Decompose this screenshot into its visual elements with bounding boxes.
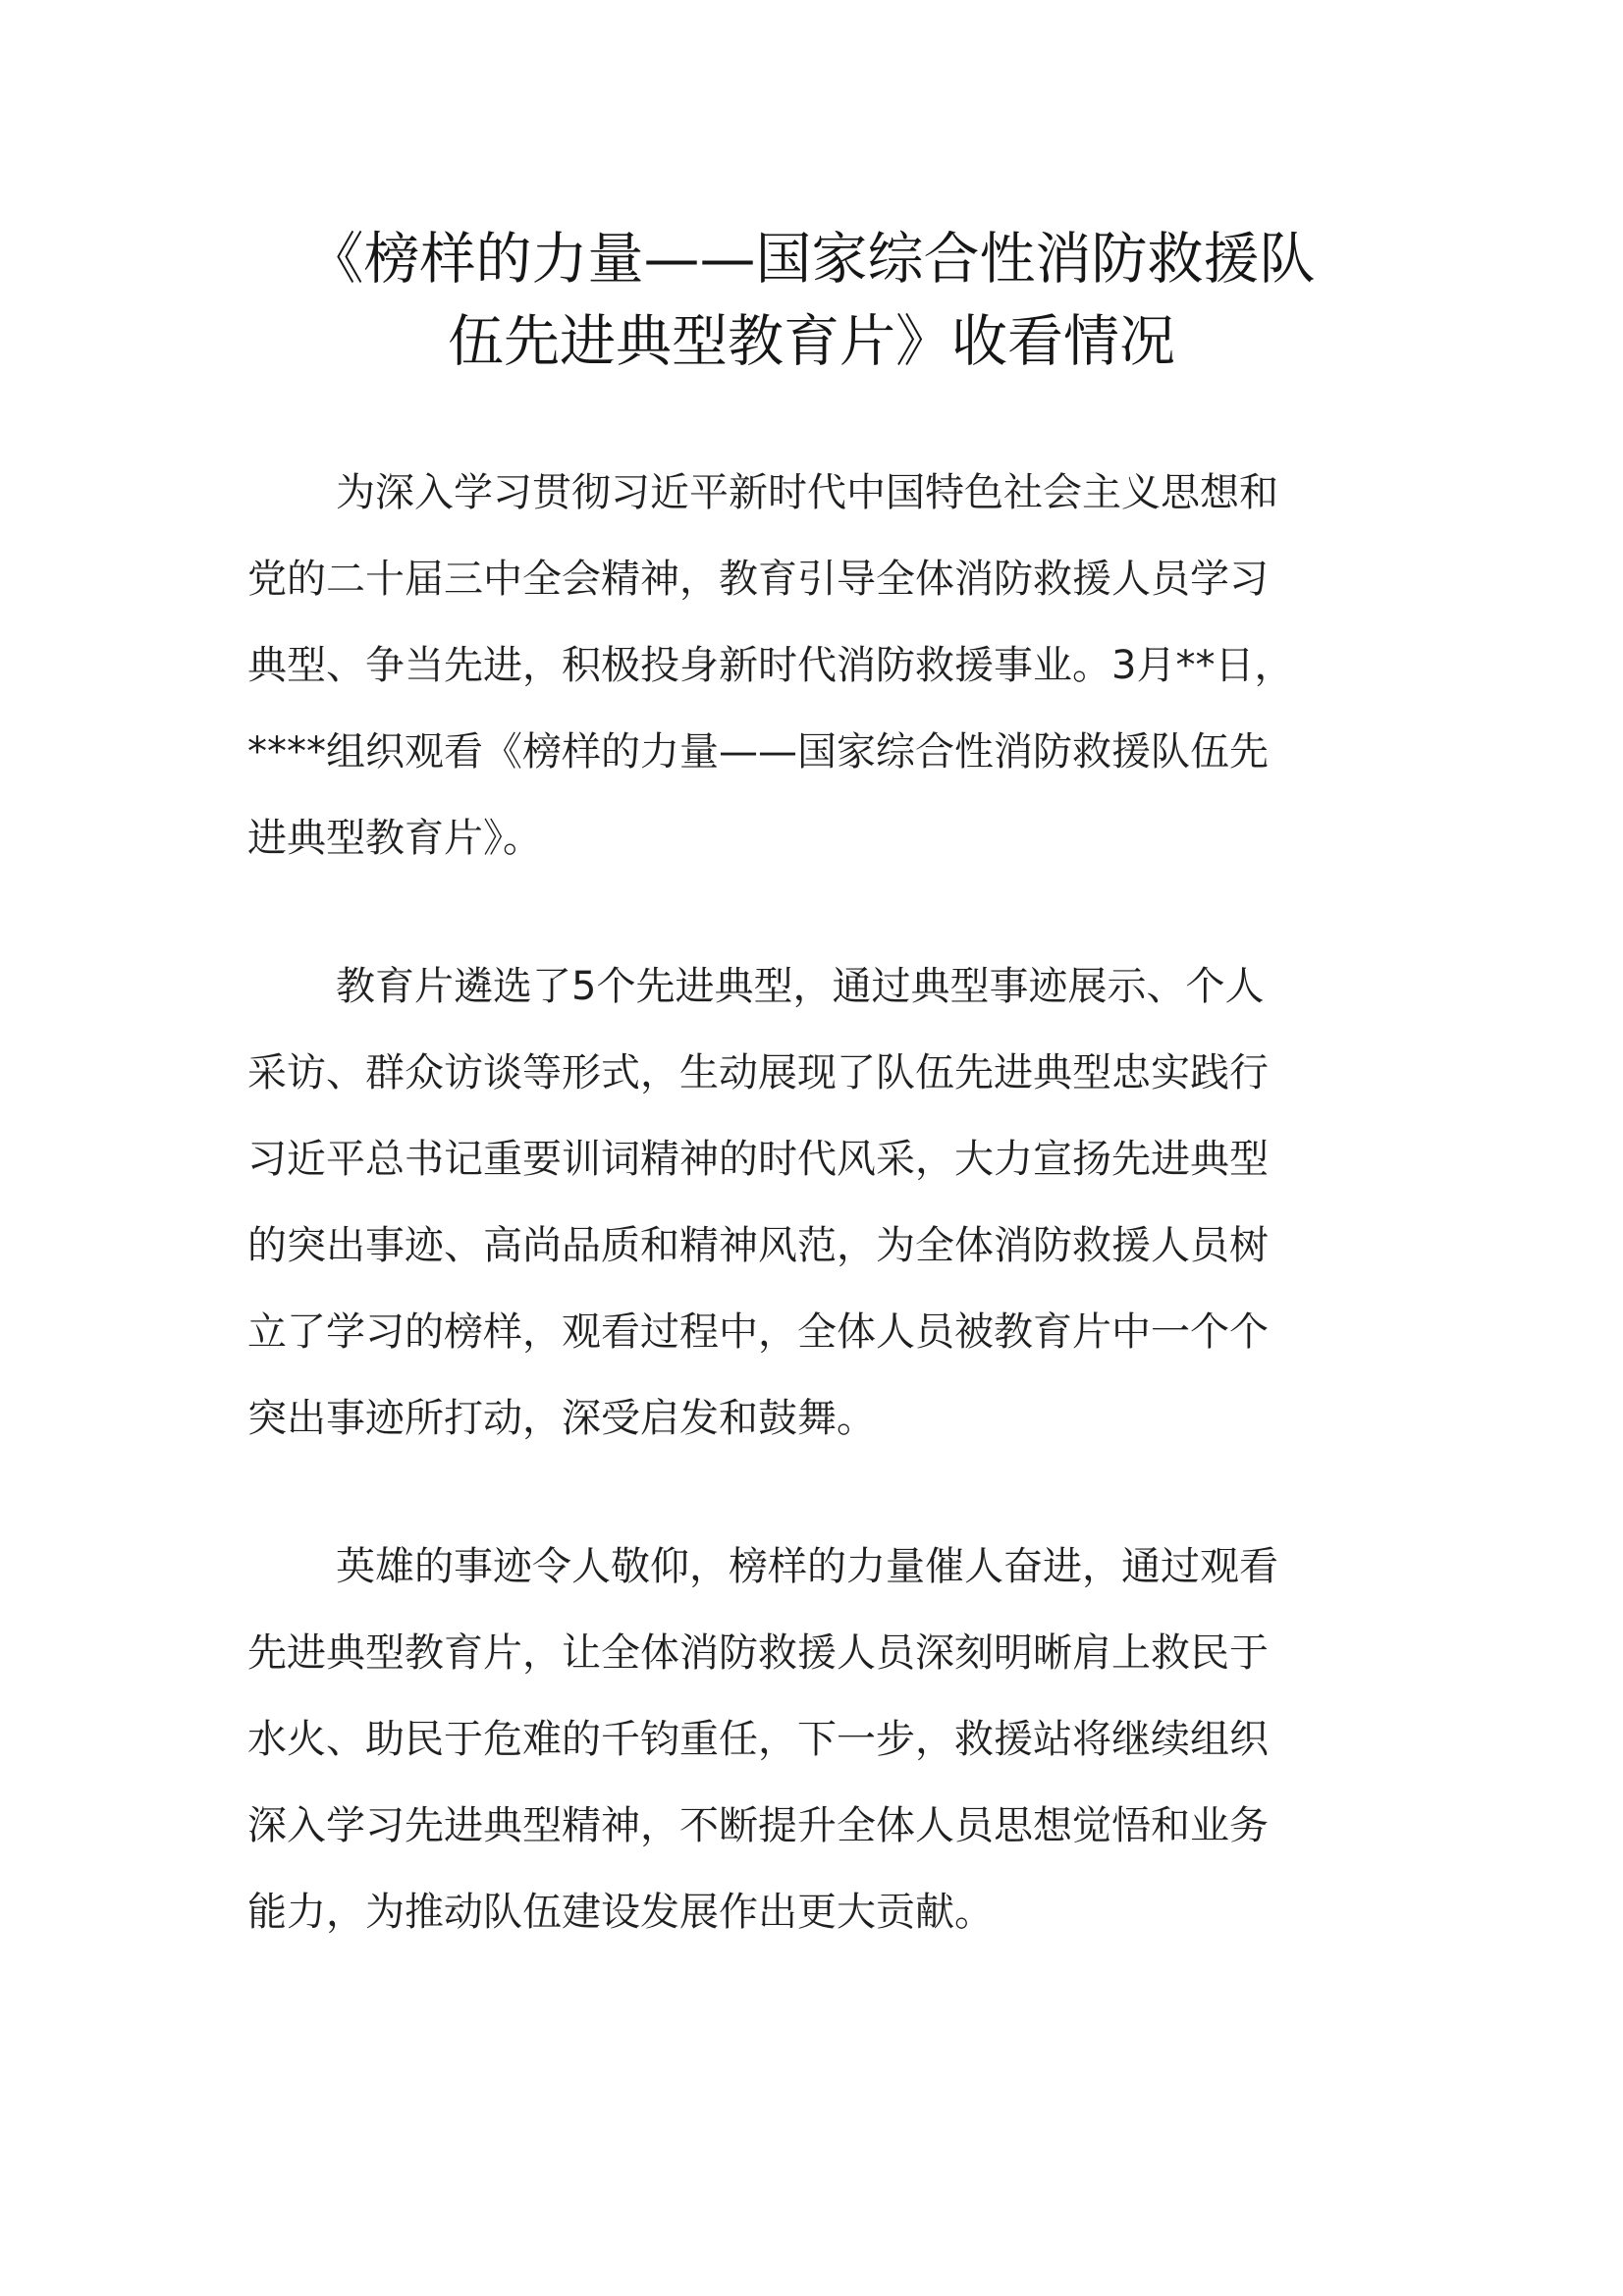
document-title bbox=[236, 218, 1387, 383]
paragraph-line: 习近平总书记重要训词精神的时代风采，大力宣扬先进典型 bbox=[247, 1137, 1269, 1182]
document-body bbox=[247, 450, 1367, 2017]
title-line-1: 《榜样的力量——国家综合性消防救援队 bbox=[307, 227, 1316, 292]
paragraph-line: 能力，为推动队伍建设发展作出更大贡献。 bbox=[247, 1890, 994, 1935]
paragraph-line: ****组织观看《榜样的力量——国家综合性消防救援队伍先 bbox=[247, 729, 1269, 774]
paragraph-line: 突出事迹所打动，深受启发和鼓舞。 bbox=[247, 1396, 876, 1441]
paragraph-line: 教育片遴选了5个先进典型，通过典型事迹展示、个人 bbox=[336, 964, 1265, 1009]
paragraph-line: 为深入学习贯彻习近平新时代中国特色社会主义思想和 bbox=[336, 470, 1278, 515]
paragraph-3 bbox=[247, 1523, 1367, 1955]
paragraph-line: 英雄的事迹令人敬仰，榜样的力量催人奋进，通过观看 bbox=[336, 1544, 1278, 1589]
paragraph-line: 党的二十届三中全会精神，教育引导全体消防救援人员学习 bbox=[247, 557, 1269, 602]
paragraph-line: 的突出事迹、高尚品质和精神风范，为全体消防救援人员树 bbox=[247, 1223, 1269, 1268]
paragraph-1 bbox=[247, 450, 1367, 881]
title-line-2: 伍先进典型教育片》收看情况 bbox=[448, 309, 1175, 374]
paragraph-line: 进典型教育片》。 bbox=[247, 816, 542, 861]
paragraph-line: 深入学习先进典型精神，不断提升全体人员思想觉悟和业务 bbox=[247, 1803, 1269, 1848]
paragraph-line: 立了学习的榜样，观看过程中，全体人员被教育片中一个个 bbox=[247, 1309, 1269, 1355]
paragraph-line: 水火、助民于危难的千钧重任，下一步，救援站将继续组织 bbox=[247, 1717, 1269, 1762]
paragraph-line: 先进典型教育片，让全体消防救援人员深刻明晰肩上救民于 bbox=[247, 1630, 1269, 1676]
paragraph-2 bbox=[247, 943, 1367, 1462]
paragraph-line: 典型、争当先进，积极投身新时代消防救援事业。3月**日， bbox=[247, 643, 1294, 688]
paragraph-line: 采访、群众访谈等形式，生动展现了队伍先进典型忠实践行 bbox=[247, 1050, 1269, 1095]
